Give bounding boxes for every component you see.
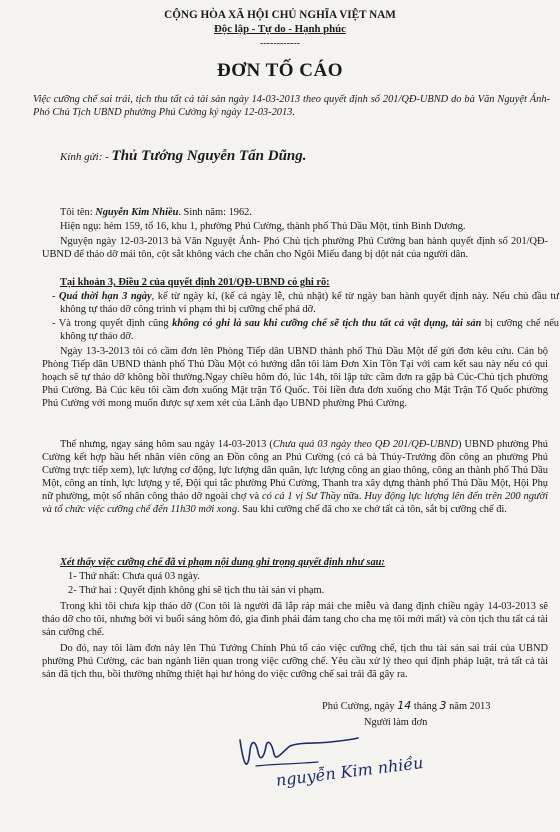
motto-text: Độc lập - Tự do - Hạnh phúc bbox=[214, 23, 346, 35]
clause-heading bbox=[60, 276, 545, 289]
date-year: năm 2013 bbox=[449, 701, 491, 712]
header-divider: ------------ bbox=[260, 38, 300, 49]
date-prefix: Phú Cường, ngày bbox=[322, 701, 395, 712]
paragraph-1: Nguyện ngày 12-03-2013 bà Văn Nguyệt Ánh- Phó Chủ tịch phường Phú Cường ban hành quyết định số 201/QĐ-UBND để tháo dỡ mái tôn, cột sắt không vách che chắn cho Ngôi Miếu đang bị dột nát của người dân. bbox=[42, 236, 548, 261]
p3-italic: Chưa quá 03 ngày theo QĐ 201/QĐ-UBND bbox=[272, 439, 459, 450]
complainant-name: Nguyễn Kim Nhiều bbox=[95, 207, 179, 218]
p3-end: . Sau khi cưỡng chế đã cho xe chở tất cả tôn, sắt bị cưỡng chế đi. bbox=[237, 504, 507, 516]
handwritten-name: nguyễn Kim nhiều bbox=[274, 752, 425, 790]
country-header: CỘNG HÒA XÃ HỘI CHỦ NGHĨA VIỆT NAM bbox=[164, 9, 396, 21]
clause-heading-text: Tại khoản 3, Điều 2 của quyết định 201/QĐ-UBND có ghi rõ: bbox=[60, 277, 330, 288]
date-day: 14 bbox=[397, 699, 412, 712]
violations-heading bbox=[60, 556, 545, 569]
clause-item-1-rest: , kể từ ngày kí, (kể cả ngày lễ, chủ nhật) kể từ ngày ban hành quyết định này. Nếu chủ đầu tư không tự tháo dỡ công trình vi phạm thì bị cưỡng chế phá dỡ. bbox=[60, 291, 559, 316]
signer-label: Người làm đơn bbox=[364, 717, 428, 728]
closing-date bbox=[322, 699, 552, 713]
address-line: Hiện ngụ: hẻm 159, tổ 16, khu 1, phường Phú Cường, thành phố Thủ Dầu Một, tỉnh Bình Dương. bbox=[60, 221, 466, 232]
recipient-name: Thủ Tướng Nguyễn Tấn Dũng. bbox=[111, 148, 307, 164]
intro-name-line bbox=[60, 206, 545, 219]
birth-year: . Sinh năm: 1962. bbox=[178, 207, 252, 218]
clause-item-2-pre: Và trong quyết định cũng bbox=[58, 318, 173, 329]
p3-italic-3: Huy động lực lượng lên đến trên 200 người và tổ chức việc cưỡng chế đến 11h30 mới xong bbox=[42, 491, 548, 516]
paragraph-2: Ngày 13-3-2013 tôi có cầm đơn lên Phòng Tiếp dân UBND thành phố Thủ Dầu Một để gửi đơn kêu cứu. Cán bộ Phòng Tiếp dân UBND thành phố Thủ Dầu Một có hướng dẫn tôi làm Đơn Xin Tồn Tại với cam kết sau này nếu có qui hoạch sẽ tự tháo dỡ không bồi thường.Ngay chiều hôm đó, lúc 14h, tôi lập tức cầm đơn ra gặp bà Cúc-Chủ tịch phường Phú Cường. Bà Cúc kêu tôi cầm đơn xuống Mặt trận Tổ Quốc. Tôi liền đưa đơn xuống cho Mặt Trận Tổ Quốc phường Phú Cường với mong muốn được sự xem xét của Lãnh đạo UBND phường Phú Cường. bbox=[42, 346, 548, 410]
p3-mid-2: nữa. bbox=[340, 491, 365, 503]
document-title: ĐƠN TỐ CÁO bbox=[216, 60, 344, 81]
p3-pre: Thế nhưng, ngay sáng hôm sau ngày 14-03-2013 ( bbox=[60, 439, 273, 450]
paragraph-3 bbox=[42, 438, 548, 517]
clause-item-1: - Quá thời hạn 3 ngày, kể từ ngày kí, (kể cả ngày lễ, chủ nhật) kể từ ngày ban hành quyết định này. Nếu chủ đầu tư không tự tháo dỡ công trình vi phạm thì bị cưỡng chế phá dỡ. bbox=[52, 291, 559, 316]
paragraph-4: Trong khi tôi chưa kịp tháo dỡ (Con tôi là người đã lắp ráp mái che miễu và đang định chiều ngày 14-03-2013 sẽ tháo dỡ cho tôi, nhưng bởi vì buổi sáng hôm đó, gia đình phải đám tang cho cha mẹ tôi mới mất) và còn tịch thu tất cả tài sản cưỡng chế. bbox=[42, 601, 548, 639]
clause-item-2-bold: không có ghi là sau khi cưỡng chế sẽ tịch thu tất cả vật dụng, tài sản bbox=[172, 318, 482, 329]
violation-2: 2- Thứ hai : Quyết định không ghi sẽ tịch thu tài sản vi phạm. bbox=[68, 585, 325, 596]
document-subject: Việc cưỡng chế sai trái, tịch thu tất cả tài sản ngày 14-03-2013 theo quyết định số 201/QĐ-UBND do bà Văn Nguyệt Ánh-Phó Chủ Tịch UBND phường Phú Cường ký ngày 12-03-2013. bbox=[33, 94, 550, 119]
recipient-label: Kính gửi: - bbox=[60, 151, 109, 163]
p3-italic-2: có cả 1 vị Sư Thầy bbox=[261, 491, 341, 503]
recipient-line bbox=[60, 150, 540, 164]
clause-item-2: - Và trong quyết định cũng không có ghi là sau khi cưỡng chế sẽ tịch thu tất cả vật dụng, tài sản bị cưỡng chế nếu không tự tháo dỡ. bbox=[52, 318, 559, 343]
violation-1: 1- Thứ nhất: Chưa quá 03 ngày. bbox=[68, 571, 200, 582]
violations-heading-text: Xét thấy việc cưỡng chế đã vi phạm nội dung ghi trọng quyết định như sau: bbox=[60, 557, 385, 568]
paragraph-5: Do đó, nay tôi làm đơn này lên Thủ Tướng Chính Phủ tố cáo việc cưỡng chế, tịch thu tài sản sai trái của UBND phường Phú Cường, các ban ngành liên quan trong việc cưỡng chế. Yêu cầu xử lý theo qui định pháp luật, trả tất cả tài sản đã tịch thu, bồi thường những thiệt hại hư hỏng do việc cưỡng chế sai trái đã gây ra. bbox=[42, 643, 548, 681]
month-prefix: tháng bbox=[413, 701, 437, 712]
date-month: 3 bbox=[439, 699, 447, 712]
name-label: Tôi tên: bbox=[60, 207, 93, 218]
clause-item-1-bold: Quá thời hạn 3 ngày bbox=[59, 291, 152, 302]
motto bbox=[0, 23, 560, 36]
p3-mid: ) UBND phường Phú Cường kết hợp hầu hết nhân viên công an Đồn công an Phú Cường (có cả bà Thủy-Trưởng đồn công an phường Phú Cường trực tiếp xem), lực lượng cơ động, lực lượng dân quân, lực lượng công an giao thông, công an thành phố Thủ Dầu Một, công an tỉnh, lực lượng y tế, Đội qui tắc phường Phú Cường, Thanh tra xây dựng thành phố Thủ Dầu Một, Hội Phụ nữ phường, một số nhân công tháo dỡ ngoài chợ và bbox=[42, 439, 548, 503]
clause-item-2-rest: bị cưỡng chế nếu không tự tháo dỡ. bbox=[60, 318, 559, 343]
